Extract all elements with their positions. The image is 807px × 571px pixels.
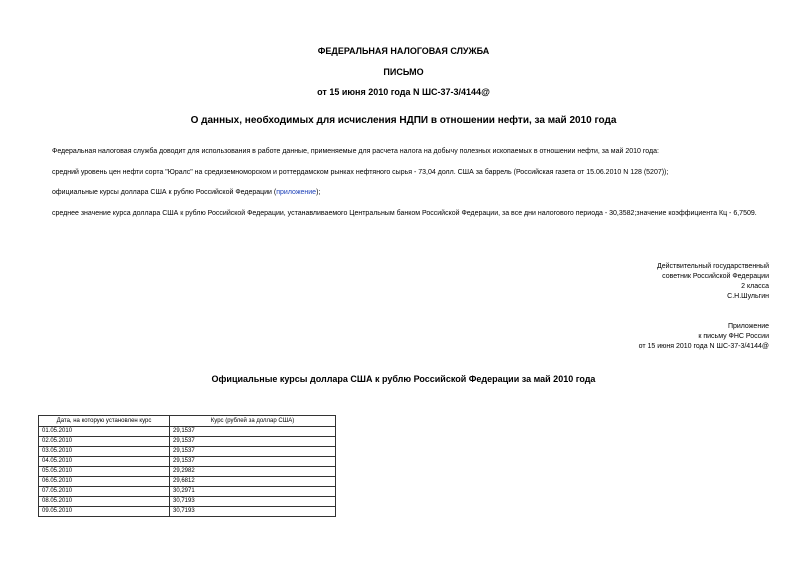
date-cell: 07.05.2010 [39, 487, 170, 497]
paragraph-intro: Федеральная налоговая служба доводит для использования в работе данные, применяемые для расчета налога на добычу полезных ископаемых в отношении нефти, за май 2010 года: [52, 148, 659, 155]
table-row [39, 447, 336, 457]
rate-cell: 30,7193 [170, 507, 336, 517]
rate-cell: 29,1537 [170, 427, 336, 437]
paragraph-text: ); [316, 189, 321, 196]
doc-type: ПИСЬМО [383, 67, 424, 77]
rate-cell: 29,1537 [170, 457, 336, 467]
rate-cell: 29,1537 [170, 447, 336, 457]
appendix-block [639, 322, 769, 352]
rate-cell: 29,1537 [170, 437, 336, 447]
table-row [39, 477, 336, 487]
paragraph-exchange-rates [52, 188, 320, 198]
appendix-line: от 15 июня 2010 года N ШС-37-3/4144@ [638, 343, 769, 350]
appendix-line: Приложение [727, 323, 769, 330]
rate-cell: 30,7193 [170, 497, 336, 507]
signature-line: советник Российской Федерации [662, 273, 769, 280]
appendix-line: к письму ФНС России [698, 333, 769, 340]
date-cell: 05.05.2010 [39, 467, 170, 477]
doc-reference: от 15 июня 2010 года N ШС-37-3/4144@ [317, 87, 490, 97]
signature-line: 2 класса [741, 283, 769, 290]
rate-cell: 29,6812 [170, 477, 336, 487]
column-header-rate: Курс (рублей за доллар США) [170, 416, 336, 427]
date-cell: 08.05.2010 [39, 497, 170, 507]
date-cell: 02.05.2010 [39, 437, 170, 447]
rate-cell: 29,2982 [170, 467, 336, 477]
signature-name: С.Н.Шульгин [727, 293, 769, 300]
table-row [39, 427, 336, 437]
table-row [39, 467, 336, 477]
paragraph-urals-price: средний уровень цен нефти сорта "Юралс" на средиземноморском и роттердамском рынках нефтяного сырья - 73,04 долл. США за баррель (Российская газета от 15.06.2010 N 128 (5207)); [52, 169, 669, 176]
column-header-date: Дата, на которую установлен курс [39, 416, 170, 427]
table-row [39, 437, 336, 447]
signature-block [657, 262, 769, 302]
date-cell: 01.05.2010 [39, 427, 170, 437]
table-row [39, 487, 336, 497]
date-cell: 04.05.2010 [39, 457, 170, 467]
table-row [39, 507, 336, 517]
appendix-link[interactable]: приложение [276, 189, 317, 196]
date-cell: 03.05.2010 [39, 447, 170, 457]
doc-subject: О данных, необходимых для исчисления НДПИ в отношении нефти, за май 2010 года [190, 115, 617, 126]
table-title: Официальные курсы доллара США к рублю Российской Федерации за май 2010 года [211, 374, 596, 384]
rate-cell: 30,2971 [170, 487, 336, 497]
exchange-rate-table [38, 415, 336, 517]
table-row [39, 457, 336, 467]
table-row [39, 497, 336, 507]
signature-line: Действительный государственный [657, 263, 769, 270]
date-cell: 06.05.2010 [39, 477, 170, 487]
agency-title: ФЕДЕРАЛЬНАЯ НАЛОГОВАЯ СЛУЖБА [317, 46, 490, 56]
paragraph-text: официальные курсы доллара США к рублю Российской Федерации ( [52, 189, 277, 196]
paragraph-average-rate: среднее значение курса доллара США к рублю Российской Федерации, устанавливаемого Центральным банком Российской Федерации, за все дни налогового периода - 30,3582;значение коэффициента Кц - 6,7509. [52, 210, 757, 217]
date-cell: 09.05.2010 [39, 507, 170, 517]
table-header-row [39, 416, 336, 427]
